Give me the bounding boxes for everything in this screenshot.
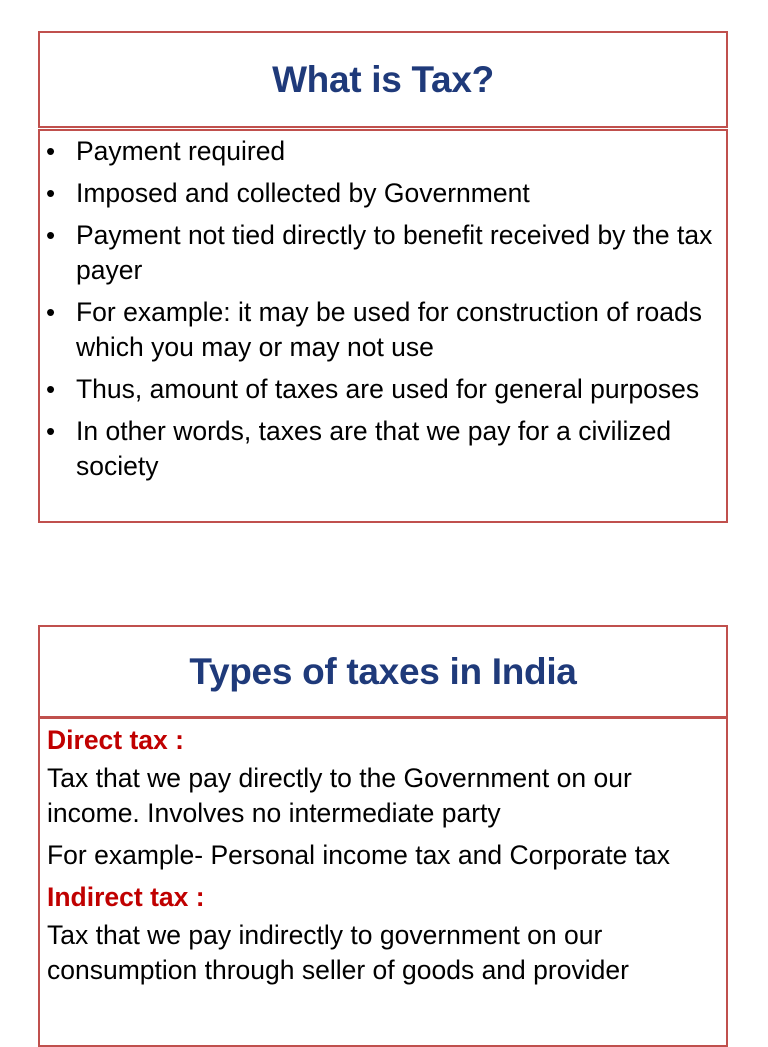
bullet-icon: • [46, 178, 56, 208]
bullet-item [40, 176, 726, 211]
bullet-item [40, 372, 726, 407]
bullet-text: Imposed and collected by Government [76, 178, 530, 208]
bullet-icon: • [46, 297, 56, 327]
direct-tax-definition: Tax that we pay directly to the Government on our income. Involves no intermediate party [47, 763, 632, 828]
bullet-icon: • [46, 416, 56, 446]
slide2-title-box [38, 625, 728, 718]
bullet-text: In other words, taxes are that we pay for a civilized society [76, 416, 672, 481]
bullet-text: Payment required [76, 136, 286, 166]
direct-tax-example: For example- Personal income tax and Corporate tax [47, 840, 671, 870]
bullet-text: For example: it may be used for construction of roads which you may or may not use [76, 297, 702, 362]
slide2-content-box [38, 717, 728, 1047]
indirect-tax-heading: Indirect tax : [47, 882, 205, 912]
bullet-list [40, 131, 726, 484]
bullet-item [40, 295, 726, 365]
indirect-tax-definition: Tax that we pay indirectly to government on our consumption through seller of goods and provider [47, 920, 629, 985]
tax-types-section [40, 719, 726, 988]
bullet-text: Payment not tied directly to benefit received by the tax payer [76, 220, 713, 285]
bullet-icon: • [46, 374, 56, 404]
bullet-item [40, 218, 726, 288]
bullet-item [40, 134, 726, 169]
direct-tax-heading: Direct tax : [47, 725, 184, 755]
bullet-icon: • [46, 136, 56, 166]
bullet-icon: • [46, 220, 56, 250]
slide1-title-box [38, 31, 728, 128]
slide1-title: What is Tax? [272, 59, 494, 100]
bullet-text: Thus, amount of taxes are used for general purposes [76, 374, 700, 404]
slide2-title: Types of taxes in India [189, 651, 577, 692]
bullet-item [40, 414, 726, 484]
slide1-content-box [38, 129, 728, 523]
